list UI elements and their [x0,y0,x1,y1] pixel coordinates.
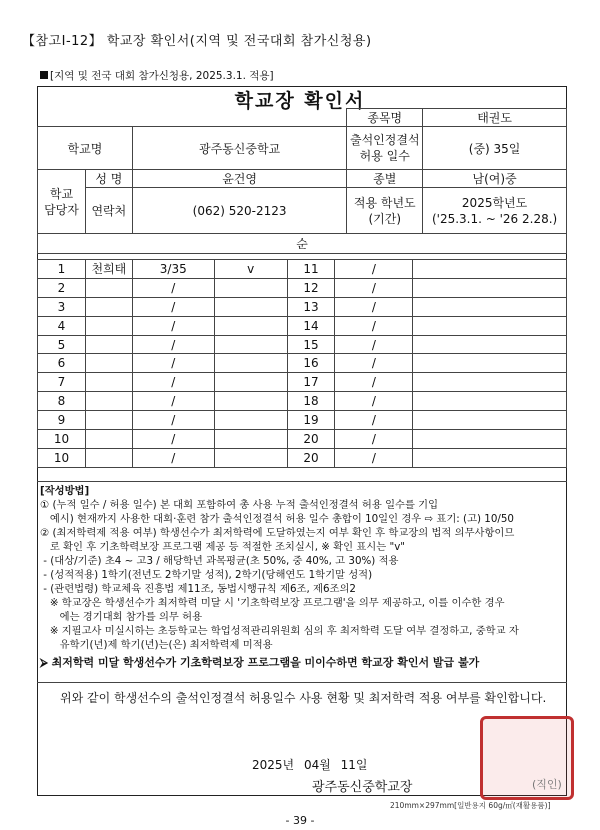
player-name [85,411,132,430]
table-row [38,278,567,297]
instruction-line: ② (최저학력제 적용 여부) 학생선수가 최저학력에 도달하였는지 여부 확인 후 학교장의 법적 의무사항이므 [40,527,515,539]
seal-label: (직인) [532,778,562,791]
row-number: 14 [287,316,335,335]
attendance-ratio: / [335,278,413,297]
achievement-mark [214,373,287,392]
info-table [37,108,567,254]
row-number: 2 [38,278,86,297]
event-value: 태권도 [423,109,567,127]
manager-label: 학교 담당자 [38,170,86,234]
school-label: 학교명 [38,127,133,170]
attendance-ratio: / [335,373,413,392]
row-number: 15 [287,335,335,354]
issue-date: 2025년 04월 11일 [252,758,368,772]
year-value: 2025학년도 ('25.3.1. ~ '26 2.28.) [423,188,567,234]
attendance-label: 출석인정결석 허용 일수 [347,127,423,170]
achievement-mark [214,335,287,354]
empty-cell [413,316,567,335]
empty-cell [413,448,567,467]
player-name [85,297,132,316]
player-name [85,278,132,297]
empty-cell [413,373,567,392]
name-label: 성 명 [85,170,132,188]
attendance-ratio: / [335,411,413,430]
instructions-heading: [작성방법] [40,485,90,497]
attendance-ratio: / [335,354,413,373]
empty-cell [413,411,567,430]
instruction-line: - (성적적용) 1학기(전년도 2학기말 성적), 2학기(당해연도 1학기말 성적) [40,569,373,581]
square-bullet-icon [40,71,48,79]
attendance-ratio: / [132,335,214,354]
player-name [85,335,132,354]
page-number: - 39 - [285,814,315,827]
table-row [38,392,567,411]
attendance-ratio: / [132,373,214,392]
attendance-value: (중) 35일 [423,127,567,170]
attendance-ratio: / [132,297,214,316]
row-number: 8 [38,392,86,411]
attendance-ratio: / [335,430,413,449]
principal-name: 광주동신중학교장 [312,780,413,795]
row-number: 3 [38,297,86,316]
achievement-mark [214,392,287,411]
achievement-mark [214,278,287,297]
row-number: 5 [38,335,86,354]
row-number: 16 [287,354,335,373]
achievement-mark [214,354,287,373]
table-row [38,373,567,392]
table-row [38,297,567,316]
player-name [85,430,132,449]
player-name [85,392,132,411]
instruction-line: 유학기(년)제 학기(년)는(은) 최저학력제 미적용 [40,639,273,651]
row-number: 12 [287,278,335,297]
attendance-ratio: / [335,448,413,467]
attendance-ratio: / [335,297,413,316]
table-row [38,335,567,354]
player-name: 천희태 [85,260,132,279]
row-number: 4 [38,316,86,335]
instruction-line: ※ 지필고사 미실시하는 초등학교는 학업성적관리위원회 심의 후 최저학력 도달 여부 결정하고, 중학교 자 [40,625,519,637]
instruction-line: 에는 경기대회 참가를 의무 허용 [40,611,203,623]
row-number: 9 [38,411,86,430]
instruction-line: ① (누적 일수 / 허용 일수) 본 대회 포함하여 총 사용 누적 출석인정결석 허용 일수를 기입 [40,499,439,511]
instructions [40,484,564,670]
paper-spec: 210mm×297mm[일반용지 60g/㎡(재활용품)] [390,801,551,810]
empty-cell [413,430,567,449]
contact-value: (062) 520-2123 [132,188,347,234]
table-row [38,316,567,335]
player-name [85,373,132,392]
roster-table [37,259,567,468]
achievement-mark [214,411,287,430]
attendance-ratio: / [132,278,214,297]
gender-value: 남(여)중 [423,170,567,188]
player-name [85,354,132,373]
player-name [85,316,132,335]
achievement-mark [214,448,287,467]
achievement-mark [214,297,287,316]
year-label: 적용 학년도 (기간) [347,188,423,234]
instruction-line: 로 확인 후 기초학력보장 프로그램 제공 등 적절한 조치실시, ※ 확인 표시는 "v" [40,541,406,553]
row-number: 7 [38,373,86,392]
row-number: 1 [38,260,86,279]
table-row [38,354,567,373]
row-number: 19 [287,411,335,430]
empty-cell [413,297,567,316]
attendance-ratio: / [335,392,413,411]
attendance-ratio: 3/35 [132,260,214,279]
form-subtitle [40,68,274,83]
empty-cell [413,354,567,373]
row-number: 17 [287,373,335,392]
attendance-ratio: / [132,316,214,335]
row-number: 10 [38,448,86,467]
event-label: 종목명 [347,109,423,127]
instruction-line: 예시) 현재까지 사용한 대회·훈련 참가 출석인정결석 허용 일수 총합이 10일인 경우 ⇨ 표기: (고) 10/50 [40,513,514,525]
empty-cell [413,260,567,279]
instruction-line: - (관련법령) 학교체육 진흥법 제11조, 동법시행규칙 제6조, 제6조의2 [40,583,356,595]
reference-title: 【참고Ⅰ-12】 학교장 확인서(지역 및 전국대회 참가신청용) [22,34,372,49]
attendance-ratio: / [132,411,214,430]
row-number: 10 [38,430,86,449]
divider [37,682,567,683]
row-number: 20 [287,430,335,449]
row-number: 20 [287,448,335,467]
roster-header: 순 [38,234,567,254]
achievement-mark [214,316,287,335]
attendance-ratio: / [132,392,214,411]
row-number: 6 [38,354,86,373]
gender-label: 종별 [347,170,423,188]
school-value: 광주동신중학교 [132,127,347,170]
row-number: 11 [287,260,335,279]
warning-line: ⮚ 최저학력 미달 학생선수가 기초학력보장 프로그램을 미이수하면 학교장 확인서 발급 불가 [40,656,480,669]
arrow-box-icon: ⮚ [40,656,52,669]
attendance-ratio: / [132,448,214,467]
attendance-ratio: / [335,260,413,279]
empty-cell [413,278,567,297]
attendance-ratio: / [132,354,214,373]
table-row [38,448,567,467]
row-number: 13 [287,297,335,316]
achievement-mark: v [214,260,287,279]
document-title: 학교장 확인서 [234,90,366,112]
table-row [38,430,567,449]
attendance-ratio: / [335,335,413,354]
table-row [38,260,567,279]
instruction-line: - (대상/기준) 초4 ~ 고3 / 해당학년 과목평균(초 50%, 중 40%, 고 30%) 적용 [40,555,399,567]
empty-cell [413,392,567,411]
row-number: 18 [287,392,335,411]
contact-label: 연락처 [85,188,132,234]
empty-cell [413,335,567,354]
name-value: 윤건영 [132,170,347,188]
achievement-mark [214,430,287,449]
table-row [38,411,567,430]
divider [37,481,567,482]
player-name [85,448,132,467]
confirmation-text: 위와 같이 학생선수의 출석인정결석 허용일수 사용 현황 및 최저학력 적용 여부를 확인합니다. [60,691,547,705]
attendance-ratio: / [132,430,214,449]
attendance-ratio: / [335,316,413,335]
instruction-line: ※ 학교장은 학생선수가 최저학력 미달 시 '기초학력보장 프로그램'을 의무 제공하고, 이를 이수한 경우 [40,597,505,609]
subtitle-text: [지역 및 전국 대회 참가신청용, 2025.3.1. 적용] [50,70,274,82]
